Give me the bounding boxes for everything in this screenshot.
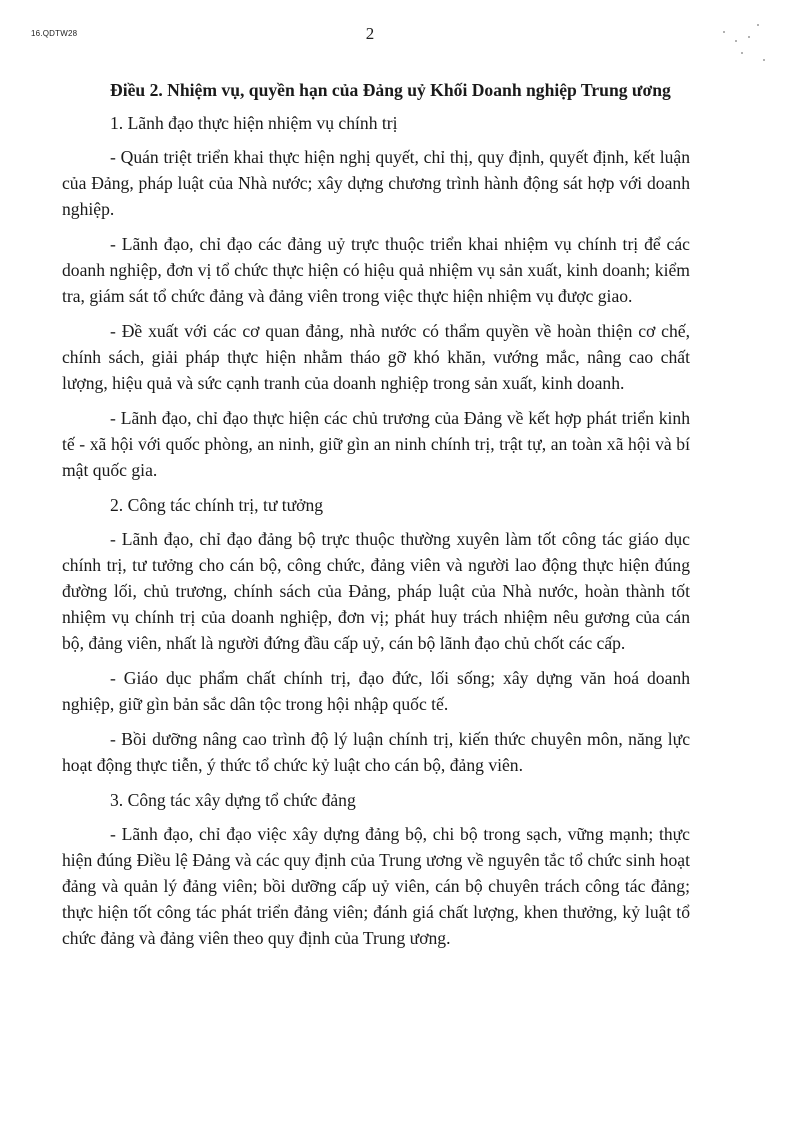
section-heading: 2. Công tác chính trị, tư tưởng xyxy=(110,495,324,515)
paragraph: - Giáo dục phẩm chất chính trị, đạo đức, lối sống; xây dựng văn hoá doanh nghiệp, giữ gìn bản sắc dân tộc trong hội nhập quốc tế. xyxy=(62,668,690,714)
scan-speck xyxy=(763,59,765,61)
paragraph: - Bồi dưỡng nâng cao trình độ lý luận chính trị, kiến thức chuyên môn, năng lực hoạt động thực tiễn, ý thức tổ chức kỷ luật cho cán bộ, đảng viên. xyxy=(62,729,690,775)
section-heading: 3. Công tác xây dựng tổ chức đảng xyxy=(110,790,356,810)
scan-speck xyxy=(723,31,725,33)
scan-speck xyxy=(748,36,750,38)
paragraph: - Đề xuất với các cơ quan đảng, nhà nước có thẩm quyền về hoàn thiện cơ chế, chính sách, giải pháp thực hiện nhằm tháo gỡ khó khăn, vướng mắc, nâng cao chất lượng, hiệu quả và sức cạnh tranh của doanh nghiệp trong sản xuất, kinh doanh. xyxy=(62,321,690,393)
section-heading: 1. Lãnh đạo thực hiện nhiệm vụ chính trị xyxy=(110,113,398,133)
paragraph: - Lãnh đạo, chỉ đạo đảng bộ trực thuộc thường xuyên làm tốt công tác giáo dục chính trị, tư tưởng cho cán bộ, công chức, đảng viên và người lao động thực hiện đúng đường lối, chủ trương, chính sách của Đảng, pháp luật của Nhà nước, hoàn thành tốt nhiệm vụ chính trị của doanh nghiệp, đơn vị; phát huy trách nhiệm nêu gương của cán bộ, đảng viên, nhất là người đứng đầu cấp uỷ, cán bộ lãnh đạo chủ chốt các cấp. xyxy=(62,529,690,653)
scan-speck xyxy=(735,40,737,42)
article-title: Điều 2. Nhiệm vụ, quyền hạn của Đảng uỷ Khối Doanh nghiệp Trung ương xyxy=(110,80,671,100)
document-body xyxy=(62,76,690,960)
document-code: 16.QDTW28 xyxy=(31,29,78,38)
paragraph: - Quán triệt triển khai thực hiện nghị quyết, chỉ thị, quy định, quyết định, kết luận của Đảng, pháp luật của Nhà nước; xây dựng chương trình hành động sát hợp với doanh nghiệp. xyxy=(62,147,690,219)
paragraph: - Lãnh đạo, chỉ đạo việc xây dựng đảng bộ, chi bộ trong sạch, vững mạnh; thực hiện đúng Điều lệ Đảng và các quy định của Trung ương về nguyên tắc tổ chức sinh hoạt đảng và quản lý đảng viên; bồi dưỡng cấp uỷ viên, cán bộ chuyên trách công tác đảng; thực hiện tốt công tác phát triển đảng viên; đánh giá chất lượng, khen thưởng, kỷ luật tổ chức đảng và đảng viên theo quy định của Trung ương. xyxy=(62,824,690,948)
paragraph: - Lãnh đạo, chỉ đạo các đảng uỷ trực thuộc triển khai nhiệm vụ chính trị để các doanh nghiệp, đơn vị tổ chức thực hiện có hiệu quả nhiệm vụ sản xuất, kinh doanh; kiểm tra, giám sát tổ chức đảng và đảng viên trong việc thực hiện nhiệm vụ được giao. xyxy=(62,234,690,306)
scan-speck xyxy=(757,24,759,26)
page-number: 2 xyxy=(365,24,375,43)
scan-speck xyxy=(741,52,743,54)
paragraph: - Lãnh đạo, chỉ đạo thực hiện các chủ trương của Đảng về kết hợp phát triển kinh tế - xã hội với quốc phòng, an ninh, giữ gìn an ninh chính trị, trật tự, an toàn xã hội và bí mật quốc gia. xyxy=(62,408,690,480)
